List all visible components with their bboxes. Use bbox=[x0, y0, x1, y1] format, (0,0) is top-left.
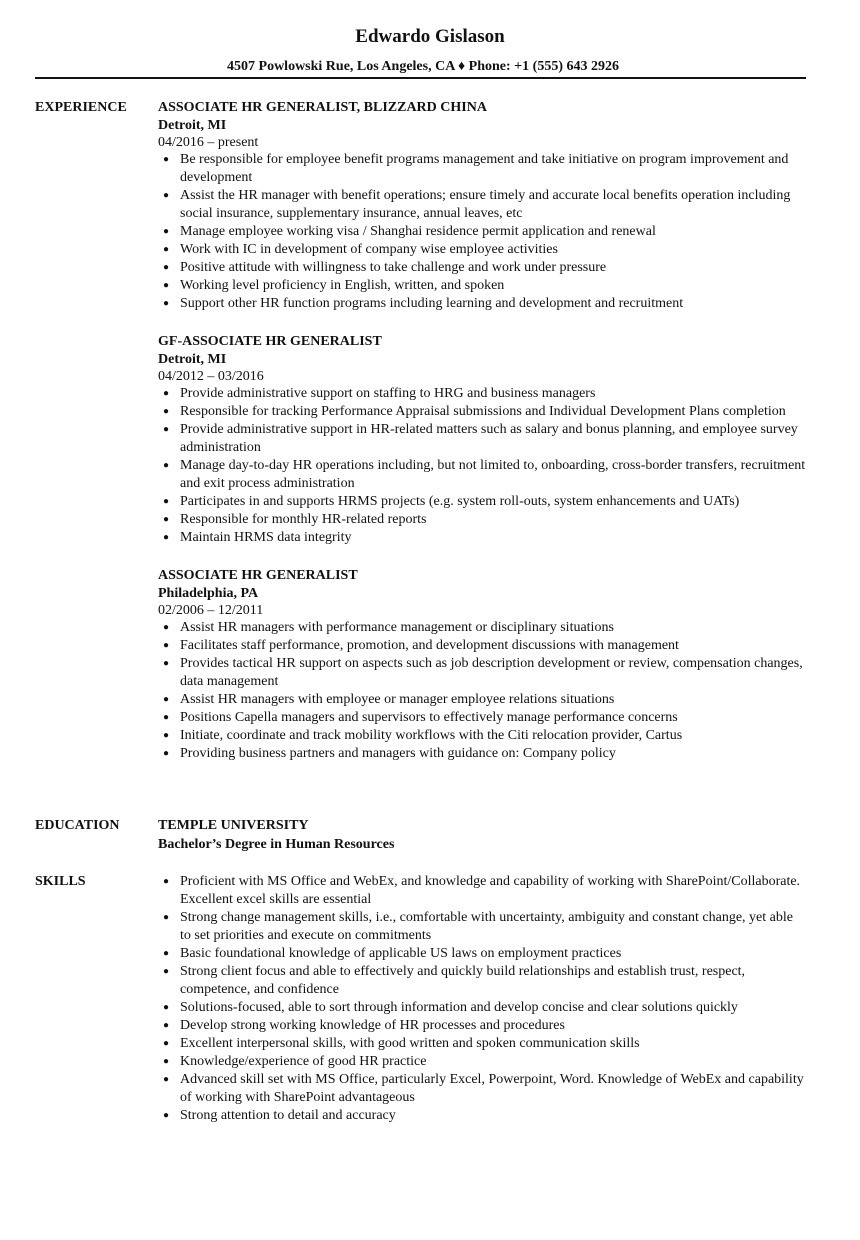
education-heading: EDUCATION bbox=[35, 818, 120, 833]
bullet-icon: ● bbox=[163, 496, 170, 507]
bullet-icon: ● bbox=[163, 460, 170, 471]
bullet-icon: ● bbox=[163, 190, 170, 201]
bullet-item bbox=[158, 619, 806, 637]
bullet-text: Providing business partners and managers with guidance on: Company policy bbox=[180, 746, 616, 761]
bullet-icon: ● bbox=[163, 1038, 170, 1049]
job-location: Philadelphia, PA bbox=[158, 586, 259, 601]
job-title: GF-ASSOCIATE HR GENERALIST bbox=[158, 334, 382, 349]
bullet-icon: ● bbox=[163, 694, 170, 705]
bullet-icon: ● bbox=[163, 406, 170, 417]
bullet-text: Basic foundational knowledge of applicable US laws on employment practices bbox=[180, 946, 622, 961]
bullet-item bbox=[158, 295, 806, 313]
bullet-text: Manage day-to-day HR operations including, but not limited to, onboarding, cross-border transfers, recruitment and exit process administration bbox=[180, 458, 806, 491]
bullet-icon: ● bbox=[163, 1020, 170, 1031]
bullet-text: Work with IC in development of company wise employee activities bbox=[180, 242, 558, 257]
contact-line: 4507 Powlowski Rue, Los Angeles, CA ♦ Phone: +1 (555) 643 2926 bbox=[227, 59, 619, 74]
bullet-icon: ● bbox=[163, 912, 170, 923]
bullet-text: Initiate, coordinate and track mobility workflows with the Citi relocation provider, Cartus bbox=[180, 728, 683, 743]
bullet-text: Assist the HR manager with benefit operations; ensure timely and accurate local benefits operation including social insurance, supplementary insurance, annual leaves, etc bbox=[180, 188, 791, 221]
bullet-icon: ● bbox=[163, 244, 170, 255]
bullet-item bbox=[158, 909, 806, 945]
bullet-item bbox=[158, 223, 806, 241]
bullet-text: Knowledge/experience of good HR practice bbox=[180, 1054, 427, 1069]
bullet-text: Support other HR function programs including learning and development and recruitment bbox=[180, 296, 684, 311]
job-entry bbox=[158, 99, 806, 313]
bullet-item bbox=[158, 1107, 806, 1125]
bullet-item bbox=[158, 277, 806, 295]
bullet-item bbox=[158, 529, 806, 547]
bullet-text: Facilitates staff performance, promotion, and development discussions with management bbox=[180, 638, 679, 653]
bullet-text: Assist HR managers with employee or manager employee relations situations bbox=[180, 692, 615, 707]
job-entry bbox=[158, 333, 806, 547]
bullet-text: Advanced skill set with MS Office, particularly Excel, Powerpoint, Word. Knowledge of WebEx and capability of working with SharePoint advantageous bbox=[180, 1072, 804, 1105]
bullet-text: Provides tactical HR support on aspects such as job description development or review, compensation changes, data management bbox=[180, 656, 803, 689]
bullet-icon: ● bbox=[163, 280, 170, 291]
skills-list-wrap bbox=[158, 873, 806, 1125]
bullet-icon: ● bbox=[163, 966, 170, 977]
bullet-text: Solutions-focused, able to sort through information and develop concise and clear solutions quickly bbox=[180, 1000, 738, 1015]
bullet-text: Provide administrative support in HR-related matters such as salary and bonus planning, and employee survey administration bbox=[180, 422, 798, 455]
bullet-text: Strong change management skills, i.e., comfortable with uncertainty, ambiguity and constant change, yet able to set priorities and execute on commitments bbox=[180, 910, 793, 943]
bullet-item bbox=[158, 945, 806, 963]
bullet-text: Strong attention to detail and accuracy bbox=[180, 1108, 396, 1123]
bullet-item bbox=[158, 727, 806, 745]
bullet-icon: ● bbox=[163, 154, 170, 165]
bullet-item bbox=[158, 709, 806, 727]
degree: Bachelor’s Degree in Human Resources bbox=[158, 837, 395, 852]
job-title: ASSOCIATE HR GENERALIST bbox=[158, 568, 358, 583]
bullet-text: Participates in and supports HRMS projects (e.g. system roll-outs, system enhancements and UATs) bbox=[180, 494, 740, 509]
bullet-icon: ● bbox=[163, 658, 170, 669]
bullet-icon: ● bbox=[163, 1056, 170, 1067]
bullet-item bbox=[158, 691, 806, 709]
bullet-item bbox=[158, 385, 806, 403]
bullet-icon: ● bbox=[163, 532, 170, 543]
bullet-text: Positive attitude with willingness to take challenge and work under pressure bbox=[180, 260, 607, 275]
bullet-icon: ● bbox=[163, 1002, 170, 1013]
job-entry bbox=[158, 567, 806, 763]
job-dates: 04/2016 – present bbox=[158, 135, 259, 150]
bullet-text: Working level proficiency in English, written, and spoken bbox=[180, 278, 505, 293]
job-dates: 04/2012 – 03/2016 bbox=[158, 369, 264, 384]
bullet-item bbox=[158, 1017, 806, 1035]
job-duties-list bbox=[158, 619, 806, 763]
bullet-text: Excellent interpersonal skills, with good written and spoken communication skills bbox=[180, 1036, 640, 1051]
bullet-icon: ● bbox=[163, 876, 170, 887]
bullet-text: Be responsible for employee benefit programs management and take initiative on program improvement and development bbox=[180, 152, 789, 185]
bullet-item bbox=[158, 259, 806, 277]
bullet-icon: ● bbox=[163, 1110, 170, 1121]
header-divider bbox=[35, 77, 806, 79]
bullet-item bbox=[158, 457, 806, 493]
bullet-item bbox=[158, 637, 806, 655]
bullet-item bbox=[158, 493, 806, 511]
education-entry bbox=[158, 817, 806, 854]
bullet-item bbox=[158, 241, 806, 259]
bullet-icon: ● bbox=[163, 424, 170, 435]
bullet-item bbox=[158, 1035, 806, 1053]
bullet-item bbox=[158, 655, 806, 691]
bullet-item bbox=[158, 873, 806, 909]
bullet-item bbox=[158, 745, 806, 763]
bullet-item bbox=[158, 1053, 806, 1071]
bullet-item bbox=[158, 511, 806, 529]
bullet-item bbox=[158, 187, 806, 223]
experience-list bbox=[158, 99, 806, 783]
bullet-item bbox=[158, 403, 806, 421]
bullet-text: Assist HR managers with performance management or disciplinary situations bbox=[180, 620, 614, 635]
bullet-icon: ● bbox=[163, 388, 170, 399]
job-duties-list bbox=[158, 151, 806, 313]
bullet-item bbox=[158, 999, 806, 1017]
experience-heading: EXPERIENCE bbox=[35, 100, 127, 115]
bullet-icon: ● bbox=[163, 748, 170, 759]
bullet-icon: ● bbox=[163, 514, 170, 525]
bullet-text: Manage employee working visa / Shanghai residence permit application and renewal bbox=[180, 224, 656, 239]
bullet-icon: ● bbox=[163, 226, 170, 237]
bullet-icon: ● bbox=[163, 948, 170, 959]
bullet-icon: ● bbox=[163, 712, 170, 723]
job-dates: 02/2006 – 12/2011 bbox=[158, 603, 264, 618]
bullet-item bbox=[158, 963, 806, 999]
bullet-text: Positions Capella managers and supervisors to effectively manage performance concerns bbox=[180, 710, 678, 725]
school-name: TEMPLE UNIVERSITY bbox=[158, 818, 309, 833]
bullet-text: Maintain HRMS data integrity bbox=[180, 530, 352, 545]
job-location: Detroit, MI bbox=[158, 352, 227, 367]
bullet-text: Proficient with MS Office and WebEx, and knowledge and capability of working with SharePoint/Collaborate. Excellent excel skills are essential bbox=[180, 874, 801, 907]
bullet-item bbox=[158, 151, 806, 187]
job-title: ASSOCIATE HR GENERALIST, BLIZZARD CHINA bbox=[158, 100, 487, 115]
bullet-text: Provide administrative support on staffing to HRG and business managers bbox=[180, 386, 596, 401]
job-location: Detroit, MI bbox=[158, 118, 227, 133]
bullet-item bbox=[158, 421, 806, 457]
bullet-icon: ● bbox=[163, 640, 170, 651]
bullet-text: Responsible for tracking Performance Appraisal submissions and Individual Development Plans completion bbox=[180, 404, 786, 419]
skills-heading: SKILLS bbox=[35, 874, 86, 889]
job-duties-list bbox=[158, 385, 806, 547]
bullet-icon: ● bbox=[163, 730, 170, 741]
bullet-icon: ● bbox=[163, 262, 170, 273]
bullet-icon: ● bbox=[163, 298, 170, 309]
bullet-text: Responsible for monthly HR-related reports bbox=[180, 512, 427, 527]
bullet-icon: ● bbox=[163, 1074, 170, 1085]
bullet-text: Develop strong working knowledge of HR processes and procedures bbox=[180, 1018, 565, 1033]
bullet-text: Strong client focus and able to effectively and quickly build relationships and establish trust, respect, competence, and confidence bbox=[180, 964, 746, 997]
skills-list bbox=[158, 873, 806, 1125]
bullet-icon: ● bbox=[163, 622, 170, 633]
candidate-name: Edwardo Gislason bbox=[355, 26, 505, 47]
bullet-item bbox=[158, 1071, 806, 1107]
